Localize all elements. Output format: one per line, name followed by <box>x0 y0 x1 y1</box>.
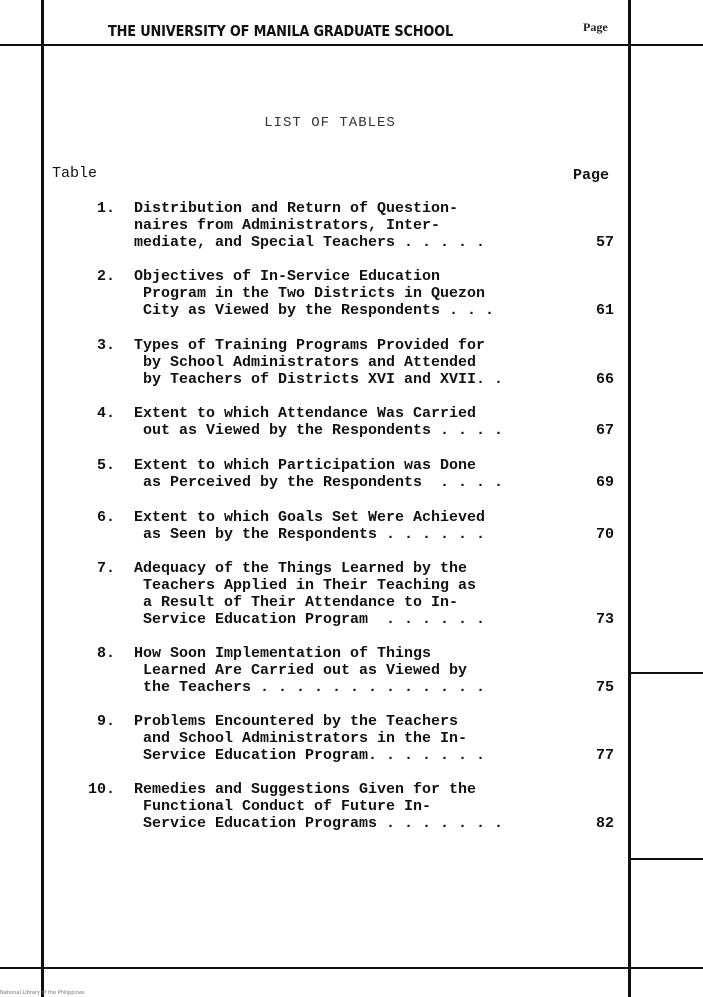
entry-page: 82 <box>595 815 614 832</box>
page-title: LIST OF TABLES <box>264 115 396 131</box>
entry-title: Types of Training Programs Provided for by School Administrators and Attended by Teachers of Districts XVI and XVII. . <box>134 337 504 388</box>
entry-number: 4. <box>96 405 115 422</box>
entry-page: 61 <box>595 302 614 319</box>
entry-number: 6. <box>96 509 115 526</box>
entry-page: 70 <box>595 526 614 543</box>
entry-page: 77 <box>595 747 614 764</box>
left-margin-rule <box>41 0 44 997</box>
right-margin-rule <box>628 0 631 997</box>
entry-number: 5. <box>96 457 115 474</box>
right-mark-lower <box>630 858 703 860</box>
footer-rule <box>0 967 703 969</box>
entry-title: Extent to which Attendance Was Carried out as Viewed by the Respondents . . . . <box>134 405 504 439</box>
entry-number: 3. <box>96 337 115 354</box>
entry-page: 69 <box>595 474 614 491</box>
column-header-page: Page <box>573 167 610 184</box>
entry-page: 67 <box>595 422 614 439</box>
entry-number: 7. <box>96 560 115 577</box>
header-page-label: Page <box>583 20 608 34</box>
entry-number: 8. <box>96 645 115 662</box>
right-mark-upper <box>630 672 703 674</box>
entry-number: 1. <box>96 200 115 217</box>
entry-title: Extent to which Participation was Done as Perceived by the Respondents . . . . <box>134 457 504 491</box>
footer-note: National Library of the Philippines <box>0 990 85 996</box>
entry-number: 9. <box>96 713 115 730</box>
entry-title: Distribution and Return of Question- naires from Administrators, Inter- mediate, and Special Teachers . . . . . <box>134 200 486 251</box>
header-title: THE UNIVERSITY OF MANILA GRADUATE SCHOOL <box>108 22 454 40</box>
entry-number: 2. <box>96 268 115 285</box>
header-divider-rule <box>0 44 703 46</box>
entry-title: How Soon Implementation of Things Learned Are Carried out as Viewed by the Teachers . . . . . . . . . . . . . <box>134 645 486 696</box>
entry-title: Remedies and Suggestions Given for the Functional Conduct of Future In- Service Education Programs . . . . . . . <box>134 781 504 832</box>
entry-page: 66 <box>595 371 614 388</box>
entry-number: 10. <box>87 781 115 798</box>
entry-title: Objectives of In-Service Education Program in the Two Districts in Quezon City as Viewed by the Respondents . . . <box>134 268 495 319</box>
entry-title: Adequacy of the Things Learned by the Teachers Applied in Their Teaching as a Result of Their Attendance to In- Service Education Program . . . . . . <box>134 560 486 628</box>
entry-page: 73 <box>595 611 614 628</box>
entry-title: Extent to which Goals Set Were Achieved as Seen by the Respondents . . . . . . <box>134 509 486 543</box>
entry-title: Problems Encountered by the Teachers and School Administrators in the In- Service Education Program. . . . . . . <box>134 713 486 764</box>
entry-page: 57 <box>595 234 614 251</box>
column-header-table: Table <box>52 165 98 182</box>
entry-page: 75 <box>595 679 614 696</box>
